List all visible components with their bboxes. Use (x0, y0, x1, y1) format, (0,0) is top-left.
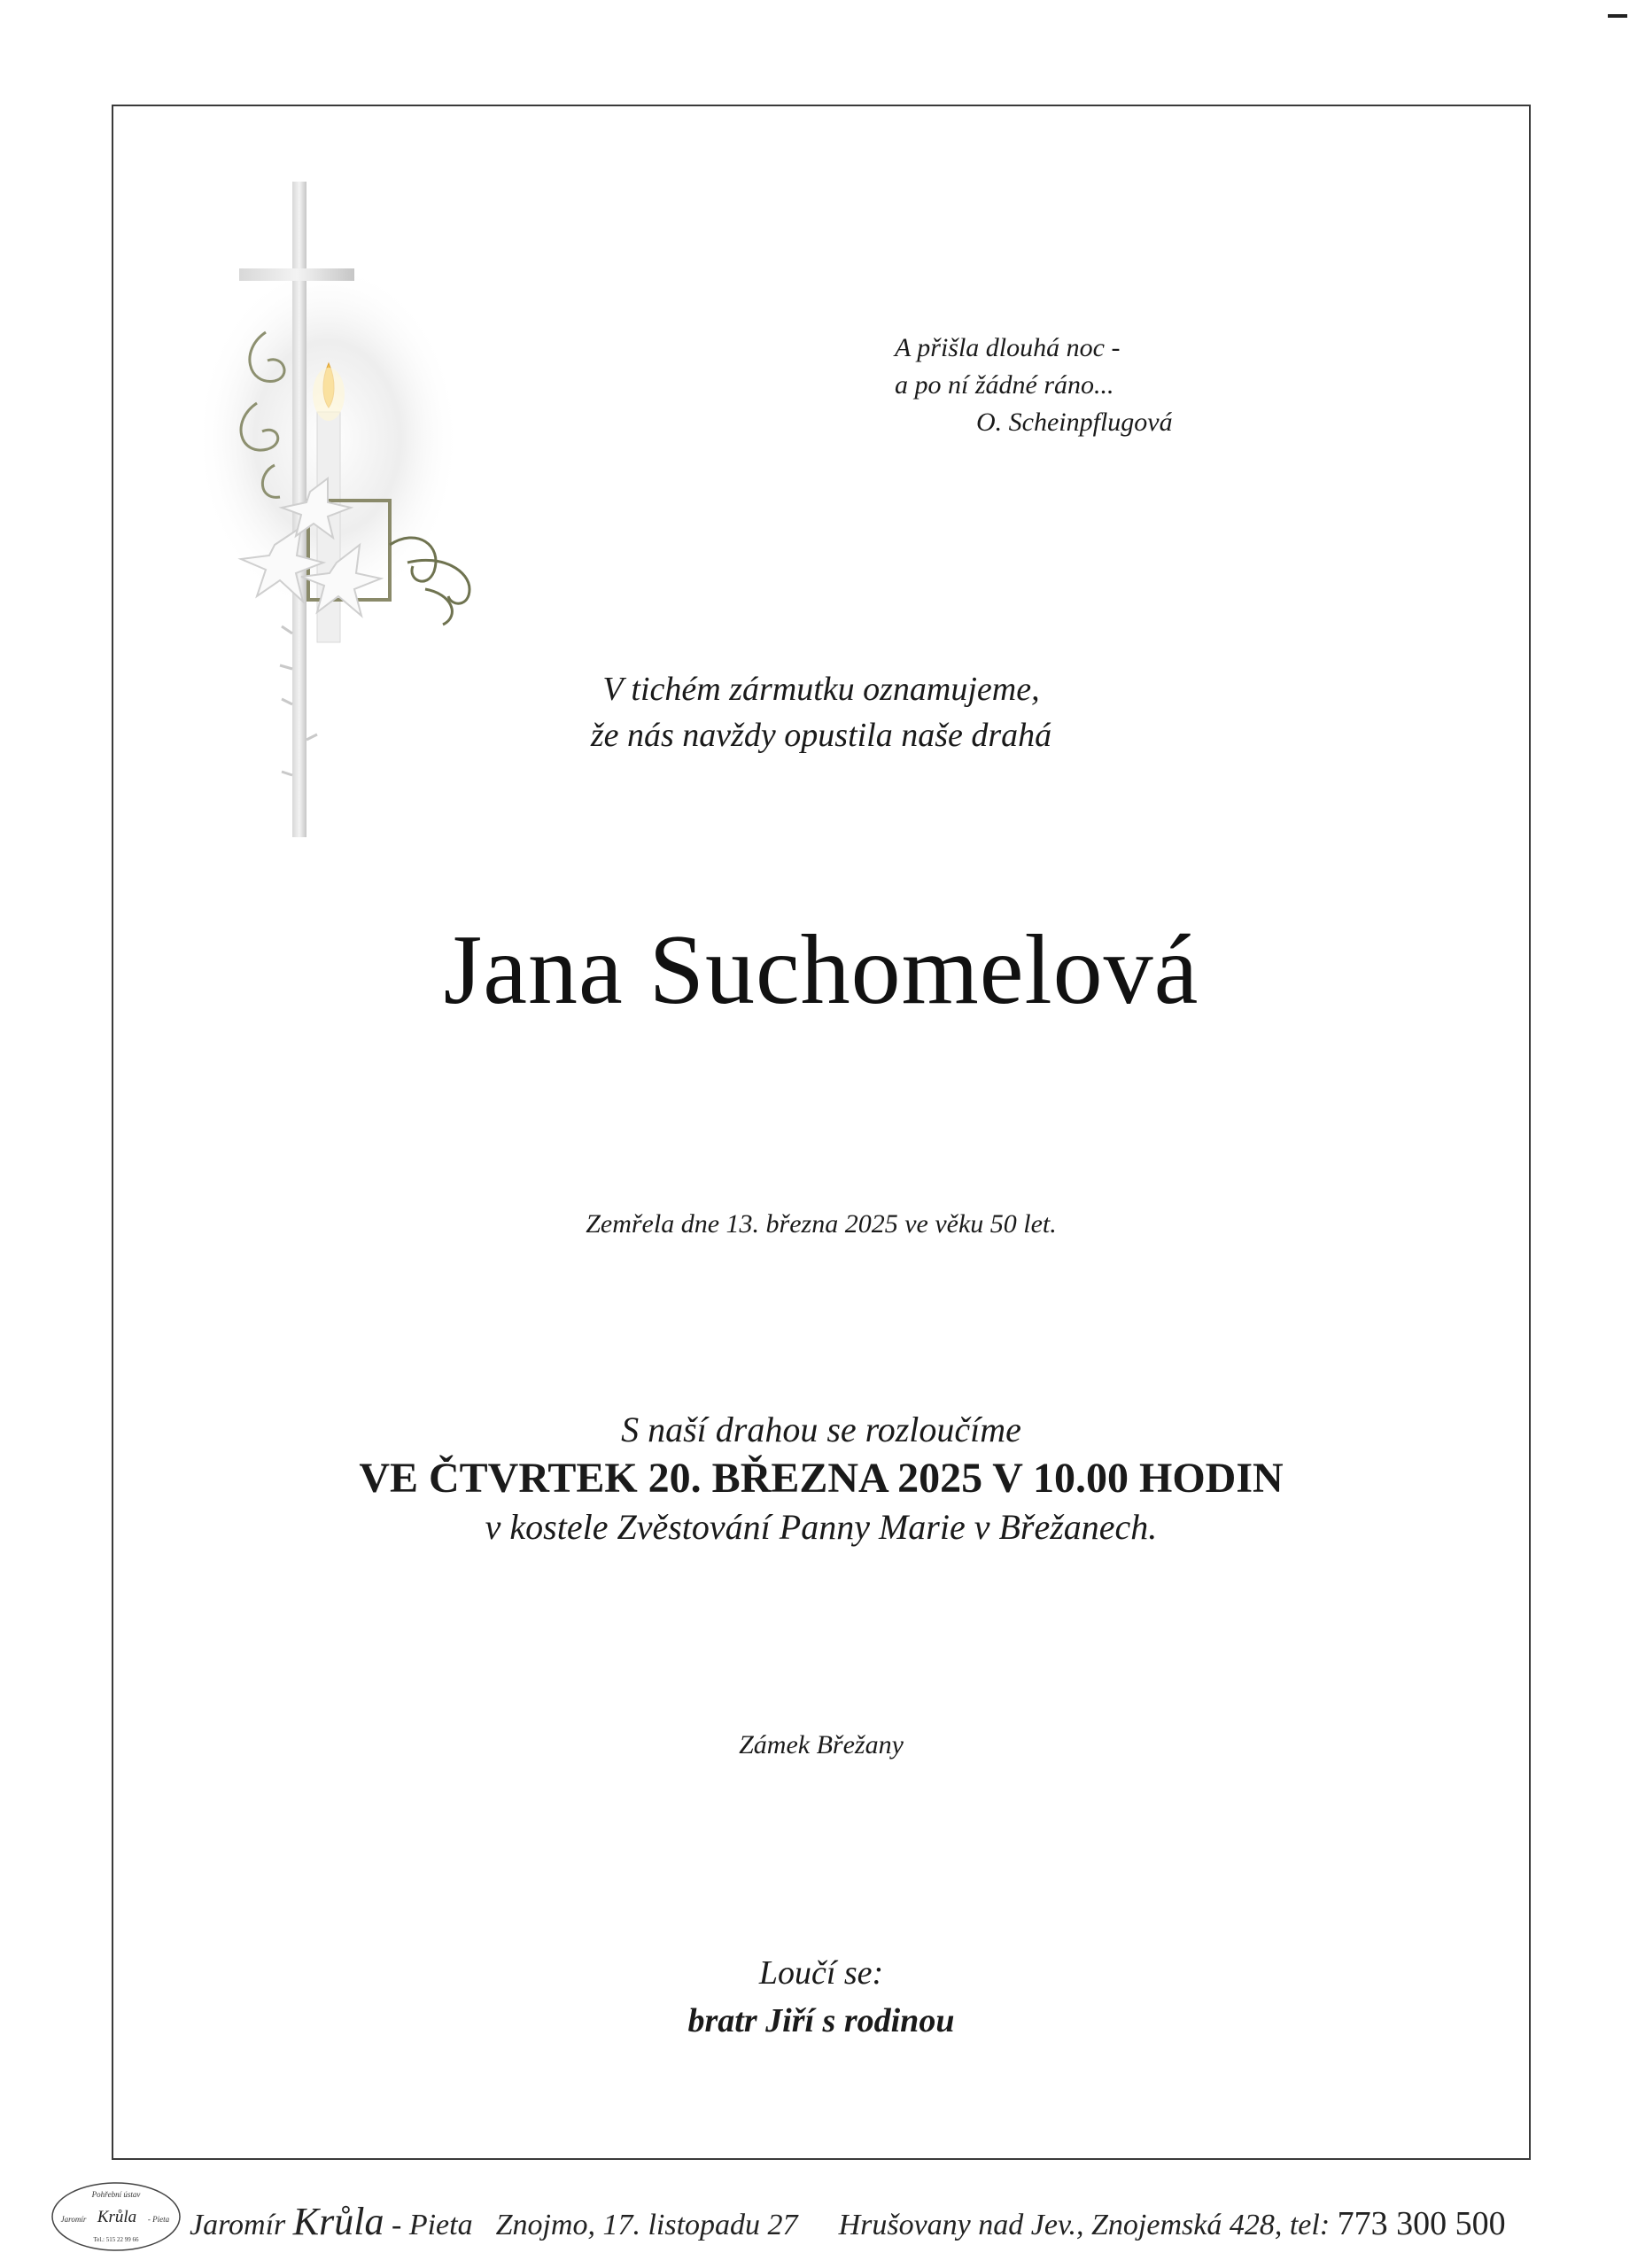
announcement-line-2: že nás navždy opustila naše drahá (590, 717, 1052, 754)
farewell-details (112, 1406, 1531, 1551)
footer-address-znojmo: Znojmo, 17. listopadu 27 (495, 2209, 798, 2241)
quote-line-2: a po ní žádné ráno... (895, 370, 1114, 400)
logo-main-text: Krůla (97, 2208, 137, 2226)
quote-author: O. Scheinpflugová (976, 408, 1173, 437)
deceased-name: Jana Suchomelová (443, 915, 1199, 1025)
logo-right-text: - Pieta (147, 2215, 170, 2224)
epigraph-quote (895, 330, 1267, 441)
farewell-datetime: VE ČTVRTEK 20. BŘEZNA 2025 V 10.00 HODIN (359, 1455, 1284, 1502)
logo-left-text: Jaromír (60, 2215, 87, 2224)
logo-top-text: Pohřební ústav (91, 2190, 141, 2199)
farewell-place: v kostele Zvěstování Panny Marie v Břežanech. (485, 1507, 1158, 1547)
footer-brand: Krůla (292, 2200, 384, 2243)
death-info: Zemřela dne 13. března 2025 ve věku 50 let. (586, 1209, 1057, 1239)
footer-contact (190, 2202, 1625, 2245)
funeral-service-logo (50, 2179, 182, 2254)
logo-phone-text: Tel.: 515 22 99 66 (93, 2236, 139, 2243)
mourners-names: bratr Jiří s rodinou (687, 2002, 955, 2039)
footer-name: Jaromír (190, 2209, 286, 2241)
quote-line-1: A přišla dlouhá noc - (895, 333, 1121, 362)
venue: Zámek Břežany (739, 1730, 904, 1759)
corner-scan-mark (1608, 14, 1627, 18)
farewell-intro: S naší drahou se rozloučíme (621, 1410, 1021, 1449)
mourners (112, 1949, 1531, 2045)
announcement (112, 666, 1531, 758)
footer-address-hrusovany: Hrušovany nad Jev., Znojemská 428, tel: (838, 2209, 1331, 2241)
mourners-label: Loučí se: (758, 1954, 884, 1992)
announcement-line-1: V tichém zármutku oznamujeme, (602, 671, 1040, 708)
footer-phone: 773 300 500 (1337, 2205, 1506, 2242)
footer-brand-suffix: - Pieta (392, 2209, 473, 2241)
